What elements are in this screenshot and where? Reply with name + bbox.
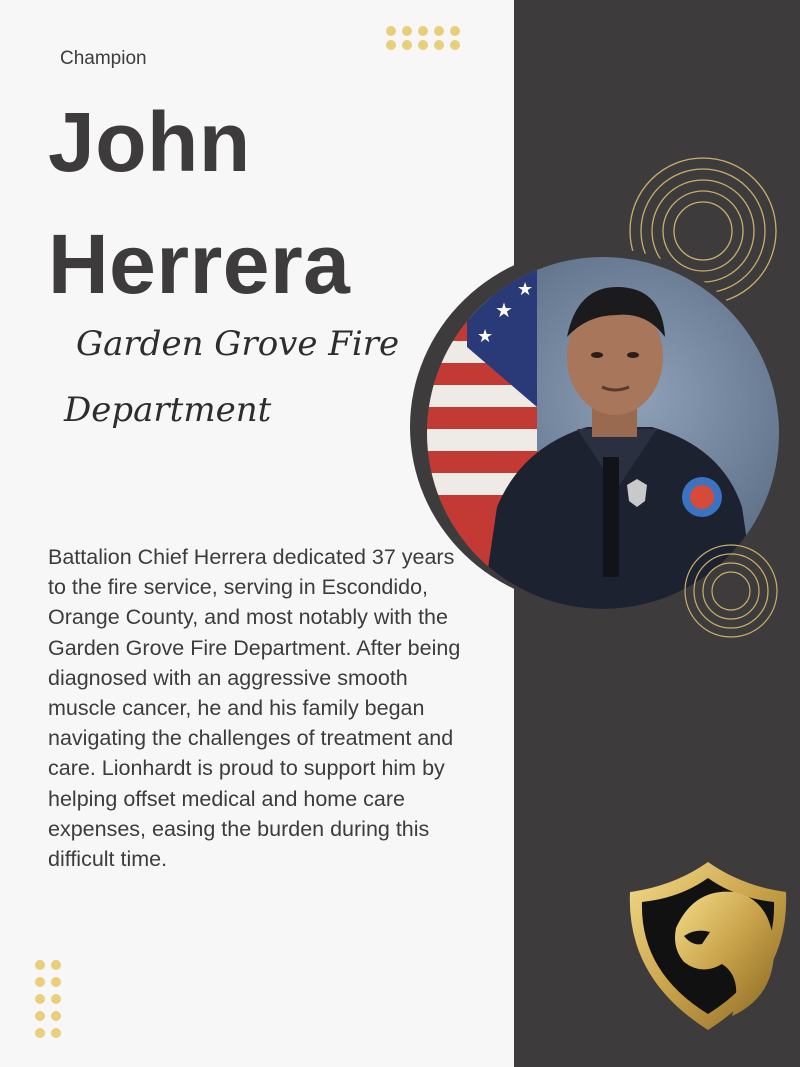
department-line-2: Department	[64, 390, 272, 430]
lion-shield-icon	[624, 858, 792, 1034]
svg-text:★: ★	[517, 279, 534, 300]
svg-text:★: ★	[495, 298, 513, 322]
champion-label: Champion	[60, 48, 147, 69]
first-name: John	[48, 95, 251, 189]
department-line-1: Garden Grove Fire	[76, 324, 400, 364]
decorative-dots-bottom	[35, 960, 67, 1044]
decorative-dots-top	[386, 26, 470, 54]
last-name: Herrera	[48, 217, 351, 311]
svg-text:★: ★	[477, 326, 494, 347]
bio-paragraph: Battalion Chief Herrera dedicated 37 years to the fire service, serving in Escondido, Orange County, and most notably with the Garden Grove Fire Department. After being diagnosed with an aggressive smooth muscle cancer, he and his family began navigating the challenges of treatment and care. Lionhardt is proud to support him by helping offset medical and home care expenses, easing the burden during this difficult time.	[48, 545, 461, 872]
decorative-rings-small-icon	[683, 543, 779, 639]
